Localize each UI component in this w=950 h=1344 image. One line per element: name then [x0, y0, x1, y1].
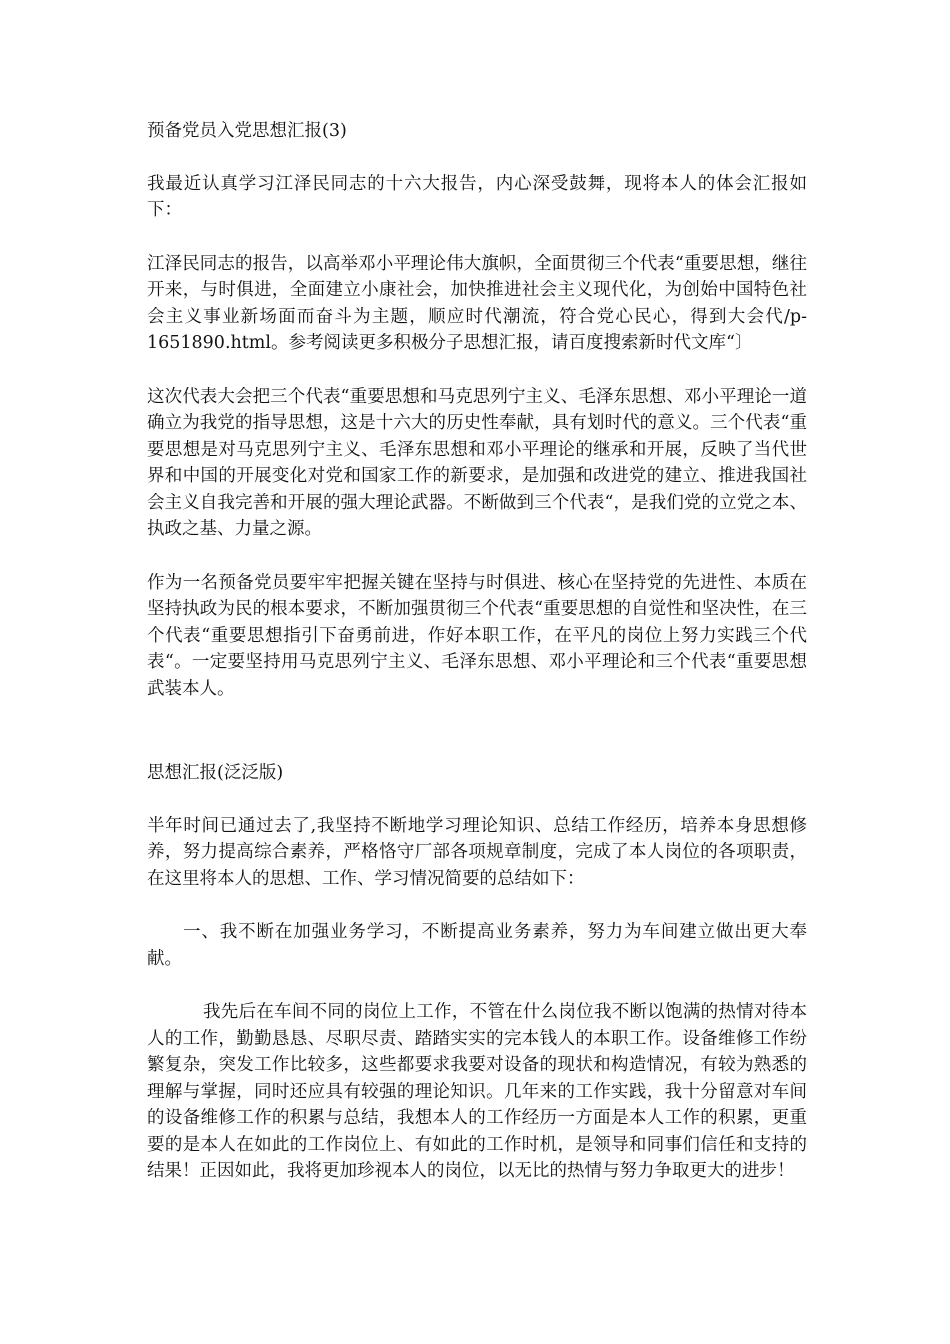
section1-paragraph-3: 这次代表大会把三个代表“重要思想和马克思列宁主义、毛泽东思想、邓小平理论一道确立为我党的指导思想，这是十六大的历史性奉献，具有划时代的意义。三个代表“重要思想是对马克思列宁主义、毛泽东思想和邓小平理论的继承和开展，反映了当代世界和中国的开展变化对党和国家工作的新要求，是加强和改进党的建立、推进我国社会主义自我完善和开展的强大理论武器。不断做到三个代表“，是我们党的立党之本、执政之基、力量之源。: [147, 386, 807, 539]
section2-paragraph-3: 我先后在车间不同的岗位上工作，不管在什么岗位我不断以饱满的热情对待本人的工作，勤勤恳恳、尽职尽责、踏踏实实的完本钱人的本职工作。设备维修工作纷繁复杂，突发工作比较多，这些都要求我要对设备的现状和构造情况，有较为熟悉的理解与掌握，同时还应具有较强的理论知识。几年来的工作实践，我十分留意对车间的设备维修工作的积累与总结，我想本人的工作经历一方面是本人工作的积累，更重要的是本人在如此的工作岗位上、有如此的工作时机，是领导和同事们信任和支持的结果！正因如此，我将更加珍视本人的岗位，以无比的热情与努力争取更大的进步！: [147, 1002, 807, 1181]
section2-paragraph-2: 一、我不断在加强业务学习，不断提高业务素养，努力为车间建立做出更大奉献。: [147, 922, 807, 969]
section2-paragraph-1: 半年时间已通过去了,我坚持不断地学习理论知识、总结工作经历，培养本身思想修养，努力提高综合素养，严格恪守厂部各项规章制度，完成了本人岗位的各项职责，在这里将本人的思想、工作、学习情况简要的总结如下：: [147, 815, 807, 889]
section1-paragraph-2: 江泽民同志的报告，以高举邓小平理论伟大旗帜，全面贯彻三个代表“重要思想，继往开来，与时俱进，全面建立小康社会，加快推进社会主义现代化，为创始中国特色社会主义事业新场面而奋斗为主题，顺应时代潮流，符合党心民心，得到大会代/p-1651890.html。参考阅读更多积极分子思想汇报，请百度搜索新时代文库“〕: [147, 253, 807, 353]
document-page: [147, 118, 807, 1212]
section1-paragraph-1: 我最近认真学习江泽民同志的十六大报告，内心深受鼓舞，现将本人的体会汇报如下：: [147, 173, 807, 220]
section2-title: 思想汇报(泛泛版): [147, 763, 284, 783]
section1-title: 预备党员入党思想汇报(3): [147, 121, 347, 141]
section1-paragraph-4: 作为一名预备党员要牢牢把握关键在坚持与时俱进、核心在坚持党的先进性、本质在坚持执政为民的根本要求，不断加强贯彻三个代表“重要思想的自觉性和坚决性，在三个代表“重要思想指引下奋勇前进，作好本职工作，在平凡的岗位上努力实践三个代表“。一定要坚持用马克思列宁主义、毛泽东思想、邓小平理论和三个代表“重要思想武装本人。: [147, 572, 807, 699]
